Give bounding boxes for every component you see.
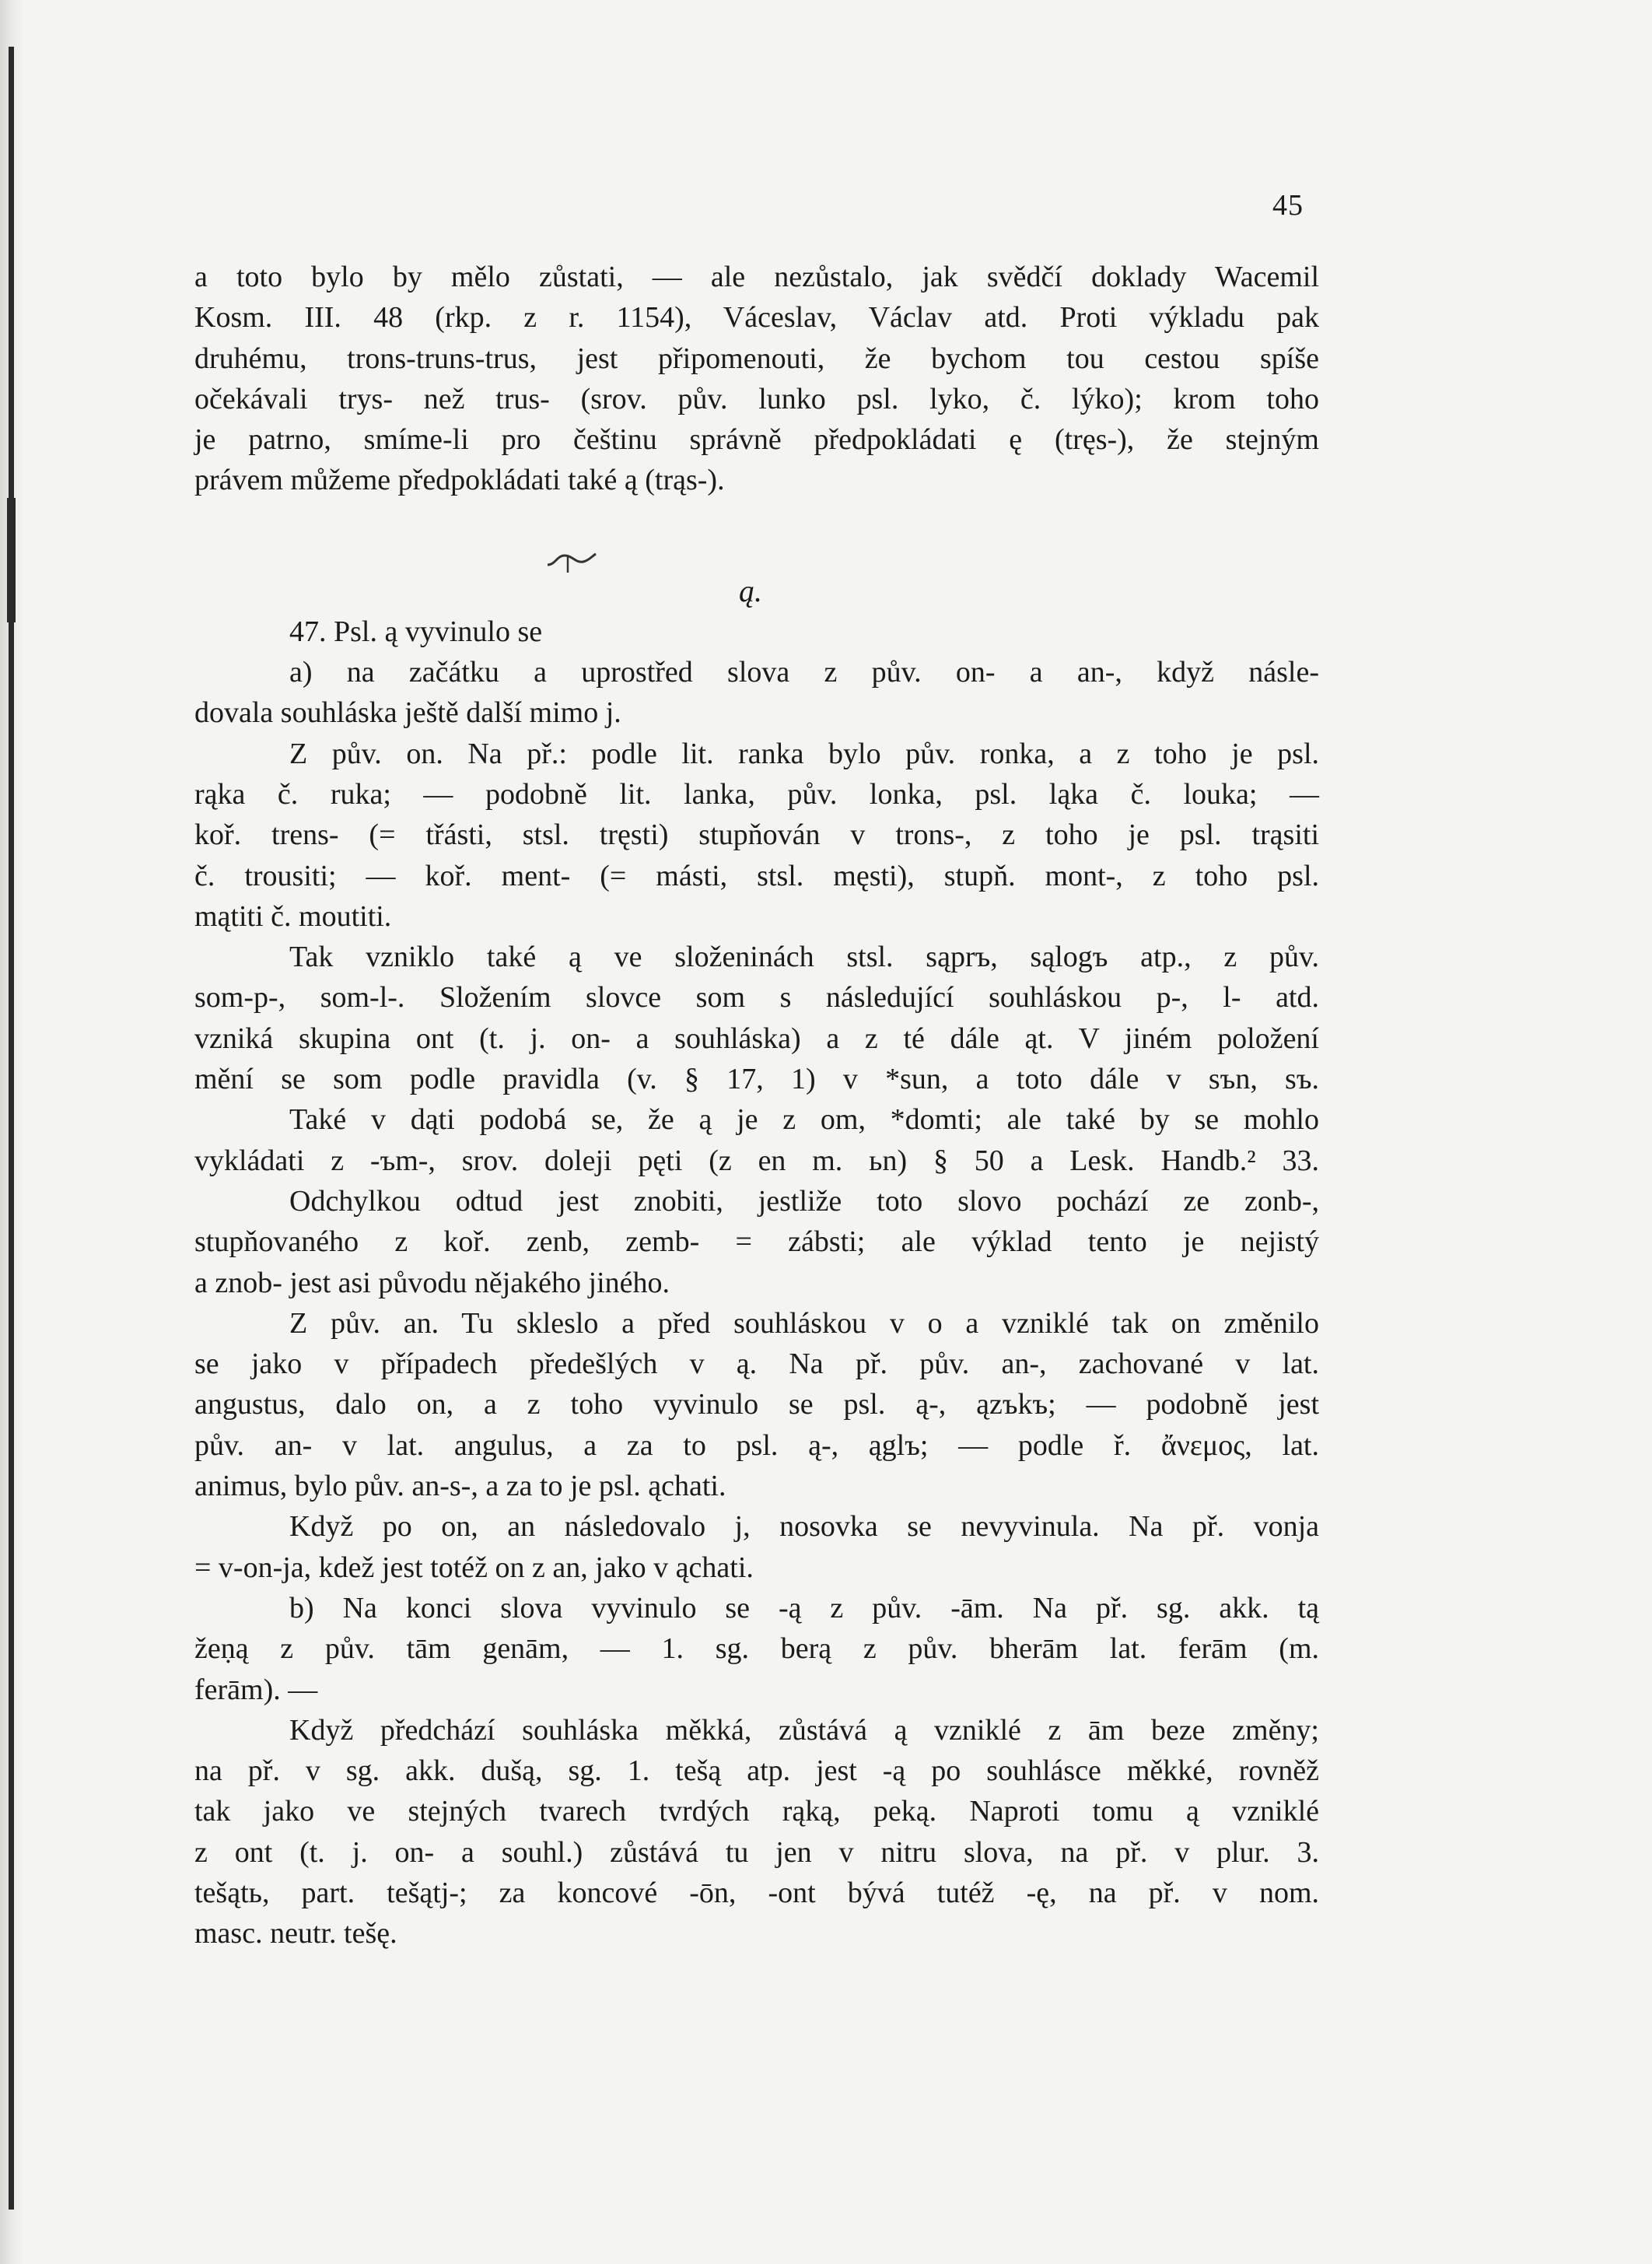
text-line: z ont (t. j. on- a souhl.) zůstává tu jen v nitru slova, na př. v plur. 3. — [194, 1835, 1319, 1869]
paragraph — [194, 1588, 1319, 1710]
text-line: na př. v sg. akk. dušą, sg. 1. tešą atp. jest -ą po souhlásce měkké, rovněž — [194, 1754, 1319, 1788]
text-line: tak jako ve stejných tvarech tvrdých rąką, peką. Naproti tomu ą vzniklé — [194, 1795, 1319, 1828]
paragraph — [194, 1303, 1319, 1506]
book-spine-shadow — [9, 47, 14, 2210]
text-line: som-p-, som-l-. Složením slovce som s následující souhláskou p-, l- atd. — [194, 981, 1319, 1015]
text-line: č. trousiti; — koř. ment- (= másti, stsl. męsti), stupň. mont-, z toho psl. — [194, 859, 1319, 892]
paragraph-continuation — [194, 257, 1319, 501]
text-line: angustus, dalo on, a z toho vyvinulo se psl. ą-, ązъkъ; — podobně jest — [194, 1388, 1319, 1421]
text-line: = v-on-ja, kdež jest totéž on z an, jako v ąchati. — [194, 1551, 754, 1584]
section-heading-letter: ą. — [739, 573, 762, 608]
text-line: Odchylkou odtud jest znobiti, jestliže toto slovo pochází ze zonb-, — [289, 1184, 1319, 1218]
text-line: a znob- jest asi původu nějakého jiného. — [194, 1266, 670, 1299]
text-line: Také v dąti podobá se, že ą je z om, *domti; ale také by se mohlo — [289, 1103, 1319, 1137]
text-line: Z pův. an. Tu skleslo a před souhláskou v o a vzniklé tak on změnilo — [289, 1306, 1319, 1340]
text-line: Když po on, an následovalo j, nosovka se nevyvinula. Na př. vonja — [289, 1510, 1319, 1544]
text-line: žeṇą z pův. tām genām, — 1. sg. berą z pův. bherām lat. ferām (m. — [194, 1632, 1319, 1666]
text-line: právem můžeme předpokládati také ą (trąs-). — [194, 464, 725, 497]
paragraph — [194, 1099, 1319, 1181]
text-line: rąka č. ruka; — podobně lit. lanka, pův. lonka, psl. ląka č. louka; — — [194, 777, 1319, 811]
text-line: vykládati z -ъm-, srov. doleji pęti (z en m. ьn) § 50 a Lesk. Handb.² 33. — [194, 1144, 1319, 1177]
paragraph — [194, 1181, 1319, 1303]
page-body — [194, 257, 1319, 1954]
text-line: Když předchází souhláska měkká, zůstává ą vzniklé z ām beze změny; — [289, 1713, 1319, 1747]
text-line: a toto bylo by mělo zůstati, — ale nezůstalo, jak svědčí doklady Wacemil — [194, 261, 1319, 293]
section-title: 47. Psl. ą vyvinulo se — [289, 615, 543, 648]
text-line: Kosm. III. 48 (rkp. z r. 1154), Váceslav, Václav atd. Proti výkladu pak — [194, 301, 1319, 335]
text-line: b) Na konci slova vyvinulo se -ą z pův. -ām. Na př. sg. akk. tą — [289, 1591, 1319, 1624]
text-line: dovala souhláska ještě další mimo j. — [194, 696, 621, 730]
text-line: ferām). — — [194, 1673, 318, 1706]
text-line: pův. an- v lat. angulus, a za to psl. ą-, ąglъ; — podle ř. ἄνεμος, lat. — [194, 1428, 1319, 1462]
text-line: animus, bylo pův. an-s-, a za to je psl. ąchati. — [194, 1470, 726, 1503]
text-line: tešątь, part. tešątj-; za koncové -ōn, -ont bývá tutéž -ę, na př. v nom. — [194, 1876, 1319, 1909]
book-spine-mark — [7, 498, 16, 622]
text-line: mění se som podle pravidla (v. § 17, 1) v *sun, a toto dále v sъn, sъ. — [194, 1063, 1319, 1096]
text-line: druhému, trons-truns-trus, jest připomenouti, že bychom tou cestou spíše — [194, 342, 1319, 375]
text-line: očekávali trys- než trus- (srov. pův. lunko psl. lyko, č. lýko); krom toho — [194, 382, 1319, 415]
paragraph — [194, 937, 1319, 1099]
section-47 — [194, 612, 1319, 734]
text-line: Z pův. on. Na př.: podle lit. ranka bylo pův. ronka, a z toho je psl. — [289, 737, 1319, 770]
text-line: je patrno, smíme-li pro češtinu správně předpokládati ę (tręs-), že stejným — [194, 423, 1319, 457]
text-line: mątiti č. moutiti. — [194, 899, 392, 933]
paragraph — [194, 1506, 1319, 1588]
text-line: vzniká skupina ont (t. j. on- a souhláska) a z té dále ąt. V jiném položení — [194, 1022, 1319, 1055]
text-line: se jako v případech předešlých v ą. Na př. pův. an-, zachované v lat. — [194, 1348, 1319, 1381]
text-line: Tak vzniklo také ą ve složeninách stsl. sąprъ, sąlogъ atp., z pův. — [289, 941, 1319, 974]
text-line: stupňovaného z koř. zenb, zemb- = zábsti; ale výklad tento je nejistý — [194, 1225, 1319, 1259]
paragraph — [194, 734, 1319, 937]
text-line: masc. neutr. tešę. — [194, 1917, 397, 1950]
text-line: koř. trens- (= třásti, stsl. tręsti) stupňován v trons-, z toho je psl. trąsiti — [194, 818, 1319, 852]
page-number: 45 — [1272, 189, 1304, 222]
text-line: a) na začátku a uprostřed slova z pův. on- a an-, když násle- — [289, 656, 1319, 689]
paragraph — [194, 1710, 1319, 1954]
